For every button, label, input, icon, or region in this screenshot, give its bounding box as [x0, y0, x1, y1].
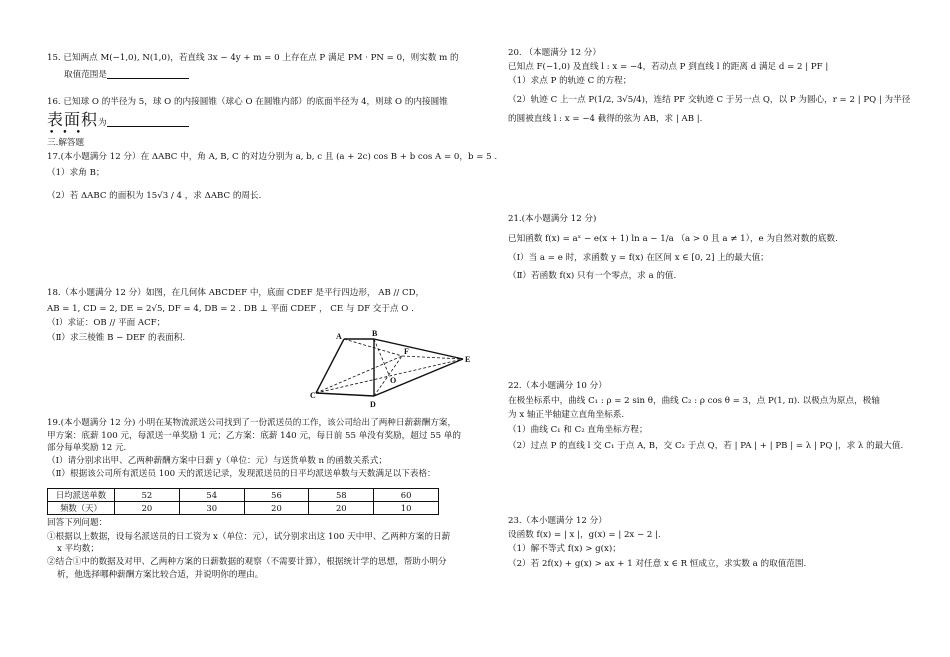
table-cell: 60	[374, 489, 439, 502]
label-o: O	[390, 376, 397, 385]
table-cell: 20	[309, 502, 374, 515]
table-cell: 30	[179, 502, 244, 515]
q15-line2: 取值范围是	[64, 69, 107, 80]
table-cell: 56	[244, 489, 309, 502]
q19-a1-line1: ①根据以上数据，设每名派送员的日工资为 x（单位：元），试分别求出这 100 天中甲、乙两种方案的日薪	[47, 531, 451, 542]
label-f: F	[404, 347, 409, 356]
q19-part2: （Ⅱ）根据该公司所有派送员 100 天的派送记录，发现派送员的日平均派送单数与天数满足以下表格：	[47, 468, 436, 479]
table-cell: 58	[309, 489, 374, 502]
q21-part2: （Ⅱ）若函数 f(x) 只有一个零点，求 a 的值.	[508, 271, 677, 282]
q20-part2-line1: （2）轨迹 C 上一点 P(1/2, 3√5/4)，连结 PF 交轨迹 C 于另一点 Q，以 P 为圆心，r = 2 | PQ | 为半径	[508, 95, 911, 106]
table-cell: 54	[179, 489, 244, 502]
table-cell: 20	[244, 502, 309, 515]
q21-title: 21.(本小题满分 12 分)	[508, 214, 597, 224]
q18-line1: 18.（本小题满分 12 分）如图，在几何体 ABCDEF 中，底面 CDEF 是平行四边形， AB // CD，	[47, 288, 425, 298]
q23-line1: 设函数 f(x) = | x |，g(x) = | 2x − 2 |.	[508, 529, 661, 540]
q20-line1: 已知点 F(−1,0) 及直线 l : x = −4，若动点 P 到直线 l 的距离 d 满足 d = 2 | PF |	[508, 61, 829, 72]
q19-a2-line2: 析，他选择哪种薪酬方案比较合适，并说明你的理由。	[57, 569, 264, 580]
q18-line2: AB = 1, CD = 2, DE = 2√5, DF = 4, DB = 2 . DB ⊥ 平面 CDEF ， CE 与 DF 交于点 O .	[47, 303, 414, 314]
edge-cd	[316, 393, 374, 396]
q19-part1: （Ⅰ）请分别求出甲、乙两种薪酬方案中日薪 y（单位：元）与送货单数 n 的函数关系式；	[47, 456, 387, 467]
q20-part2-line2: 的圆被直线 l : x = −4 截得的弦为 AB，求 | AB |.	[508, 113, 703, 124]
question-22	[508, 381, 908, 452]
q16-after: 为	[98, 117, 107, 128]
q19-a2-line1: ②结合①中的数据及对甲、乙两种方案的日薪数据的观察（不需要计算），根据统计学的思想，帮助小明分	[47, 557, 447, 568]
q19-answer-intro: 回答下列问题：	[47, 518, 108, 528]
q22-line2: 为 x 轴正半轴建立直角坐标系.	[508, 410, 625, 421]
q15-answer-blank	[107, 69, 189, 79]
label-e: E	[465, 355, 471, 364]
table-cell: 日均派送单数	[48, 489, 115, 502]
q22-line1: 在极坐标系中，曲线 C₁ : ρ = 2 sin θ，曲线 C₂ : ρ cos θ = 3，点 P(1, π). 以极点为原点，极轴	[508, 395, 880, 406]
edge-af	[344, 339, 402, 356]
question-19-answers	[47, 518, 475, 581]
label-a: A	[336, 332, 342, 341]
q21-part1: （Ⅰ）当 a = e 时，求函数 y = f(x) 在区间 x ∈ [0, 2] 上的最大值；	[508, 253, 769, 264]
q16-answer-blank	[107, 117, 189, 127]
question-21	[508, 214, 908, 282]
emphasis-dots: •••	[49, 127, 89, 138]
question-19	[47, 418, 475, 480]
q19-line3: 部分每单奖励 12 元.	[47, 443, 127, 454]
q23-part2: （2）若 2f(x) + g(x) > ax + 1 对任意 x ∈ R 恒成立，求实数 a 的取值范围.	[508, 559, 807, 570]
q22-part2: （2）过点 P 的直线 l 交 C₁ 于点 A, B，交 C₂ 于点 Q，若 | PA | + | PB | = λ | PQ |，求 λ 的最大值.	[508, 440, 904, 451]
question-17	[47, 152, 498, 202]
question-20	[508, 48, 911, 125]
q18-part2: （Ⅱ）求三棱锥 B − DEF 的表面积.	[47, 333, 186, 344]
question-23	[508, 516, 908, 570]
edge-be	[374, 339, 463, 359]
q18-part1: （Ⅰ）求证：OB // 平面 ACF；	[47, 318, 166, 329]
q22-part1: （1）曲线 C₁ 和 C₂ 直角坐标方程；	[508, 425, 648, 436]
label-b: B	[372, 330, 378, 338]
table-cell: 10	[374, 502, 439, 515]
q15-line1: 15. 已知两点 M(−1,0), N(1,0)，若直线 3x − 4y + m = 0 上存在点 P 满足 PM · PN = 0，则实数 m 的	[47, 53, 459, 63]
question-15	[47, 53, 475, 80]
label-c: C	[310, 391, 316, 400]
q21-line1: 已知函数 f(x) = aˣ − e(x + 1) ln a − 1/a （a > 0 且 a ≠ 1），e 为自然对数的底数.	[508, 233, 838, 244]
edge-ac	[316, 339, 344, 393]
table-cell: 频数（天）	[48, 502, 115, 515]
segment-ob	[374, 339, 389, 375]
q16-line1: 16. 已知球 O 的半径为 5，球 O 的内接圆锥（球心 O 在圆锥内部）的底面半径为 4，则球 O 的内接圆锥	[47, 97, 448, 107]
q16-emphasis: 表面积	[47, 109, 99, 129]
geometry-figure	[268, 330, 478, 410]
label-d: D	[370, 400, 376, 409]
section-heading: 三.解答题	[47, 138, 85, 148]
table-row	[48, 502, 439, 515]
q17-part2: （2）若 ΔABC 的面积为 15√3 / 4 ，求 ΔABC 的周长.	[47, 191, 262, 202]
q20-part1: （1）求点 P 的轨迹 C 的方程；	[508, 76, 632, 87]
table-cell: 52	[115, 489, 180, 502]
q17-line1: 17.(本小题满分 12 分）在 ΔABC 中，角 A, B, C 的对边分别为 a, b, c 且 (a + 2c) cos B + b cos A = 0，b = 5 .	[47, 152, 498, 162]
question-16	[47, 97, 475, 136]
q19-a1-line2: x 平均数；	[57, 544, 99, 555]
q20-title: 20. （本题满分 12 分）	[508, 48, 601, 58]
table-cell: 20	[115, 502, 180, 515]
q23-title: 23.（本小题满分 12 分）	[508, 516, 607, 526]
table-row	[48, 489, 439, 502]
q19-line1: 19.(本小题满分 12 分) 小明在某物流派送公司找到了一份派送员的工作，该公司给出了两种日薪薪酬方案，	[47, 418, 457, 428]
dispatch-frequency-table	[47, 488, 439, 515]
q23-part1: （1）解不等式 f(x) > g(x)；	[508, 544, 621, 555]
q17-part1: （1）求角 B；	[47, 167, 105, 178]
q19-line2: 甲方案：底薪 100 元，每派送一单奖励 1 元；乙方案：底薪 140 元，每日前 55 单没有奖励，超过 55 单的	[47, 430, 462, 441]
q22-title: 22.（本小题满分 10 分）	[508, 381, 607, 391]
